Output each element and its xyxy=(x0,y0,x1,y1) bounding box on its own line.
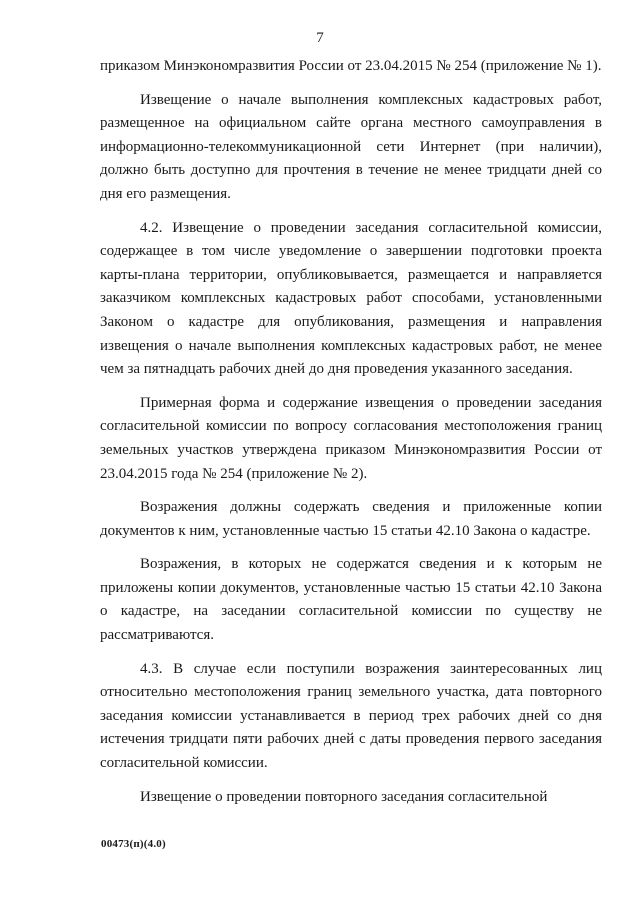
footer-document-code: 00473(п)(4.0) xyxy=(101,838,166,850)
paragraph-repeat-meeting-notice: Извещение о проведении повторного заседания согласительной xyxy=(140,788,548,805)
paragraph-objections-rejected: Возражения, в которых не содержатся сведения и к которым не приложены копии документов, установленные частью 15 статьи 42.10 Закона о кадастре, на заседании согласительной комиссии по существу не рассматриваются. xyxy=(100,556,602,644)
paragraph-notice-website: Извещение о начале выполнения комплексных кадастровых работ, размещенное на официальном сайте органа местного самоуправления в информационно-телекоммуникационной сети Интернет (при наличии), должно быть доступно для прочтения в течение не менее тридцати дней со дня его размещения. xyxy=(100,91,602,202)
document-body xyxy=(100,55,602,819)
paragraph-objections-content: Возражения должны содержать сведения и приложенные копии документов к ним, установленные частью 15 статьи 42.10 Закона о кадастре. xyxy=(100,499,602,539)
paragraph-section-4-3: 4.3. В случае если поступили возражения заинтересованных лиц относительно местоположения границ земельного участка, дата повторного заседания комиссии устанавливается в период трех рабочих дней со дня истечения тридцати пяти рабочих дней с даты проведения первого заседания согласительной комиссии. xyxy=(100,660,602,772)
page-number: 7 xyxy=(316,30,324,46)
paragraph-continuation: приказом Минэкономразвития России от 23.04.2015 № 254 (приложение № 1). xyxy=(100,58,602,74)
paragraph-section-4-2: 4.2. Извещение о проведении заседания согласительной комиссии, содержащее в том числе уведомление о завершении подготовки проекта карты-плана территории, опубликовывается, размещается и направляется заказчиком комплексных кадастровых работ способами, установленными Законом о кадастре для опубликования, размещения и направления извещения о начале выполнения комплексных кадастровых работ, не менее чем за пятнадцать рабочих дней до дня проведения указанного заседания. xyxy=(100,219,602,378)
paragraph-sample-form: Примерная форма и содержание извещения о проведении заседания согласительной комиссии по вопросу согласования местоположения границ земельных участков утверждена приказом Минэкономразвития России от 23.04.2015 года № 254 (приложение № 2). xyxy=(100,394,602,482)
